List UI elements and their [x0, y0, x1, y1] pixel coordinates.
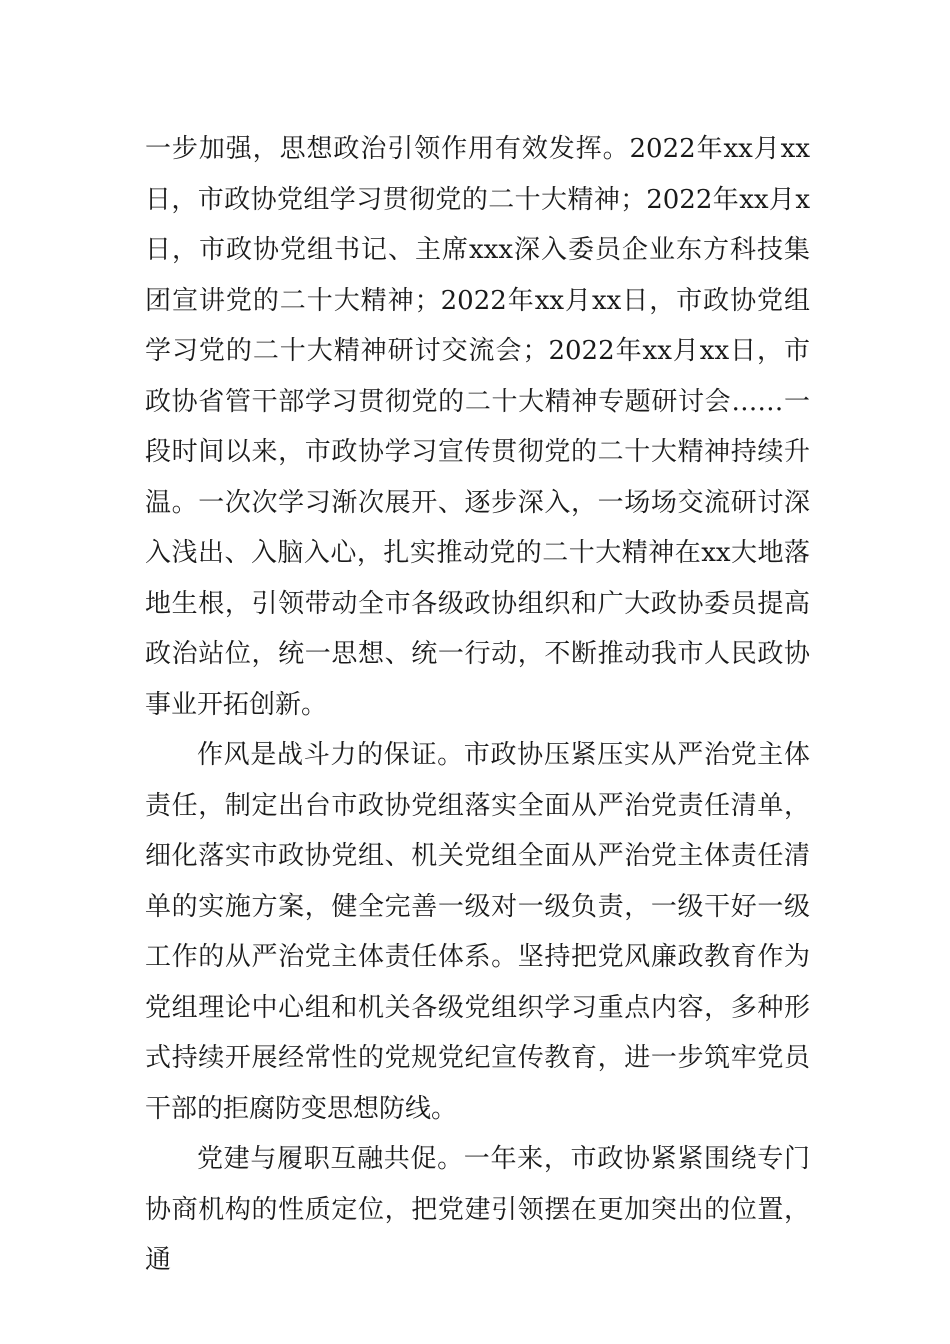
paragraph-party-building: 党建与履职互融共促。一年来，市政协紧紧围绕专门协商机构的性质定位，把党建引领摆在更加突出的位置，通 [145, 1144, 810, 1275]
paragraph-work-style: 作风是战斗力的保证。市政协压紧压实从严治党主体责任，制定出台市政协党组落实全面从严治党责任清单，细化落实市政协党组、机关党组全面从严治党主体责任清单的实施方案，健全完善一级对一级负责，一级干好一级工作的从严治党主体责任体系。坚持把党风廉政教育作为党组理论中心组和机关各级党组织学习重点内容，多种形式持续开展经常性的党规党纪宣传教育，进一步筑牢党员干部的拒腐防变思想防线。 [145, 740, 810, 1124]
paragraph-continuation: 一步加强，思想政治引领作用有效发挥。2022年xx月xx日，市政协党组学习贯彻党的二十大精神；2022年xx月x日，市政协党组书记、主席xxx深入委员企业东方科技集团宣讲党的二十大精神；2022年xx月xx日，市政协党组学习党的二十大精神研讨交流会；2022年xx月xx日，市政协省管干部学习贯彻党的二十大精神专题研讨会……一段时间以来，市政协学习宣传贯彻党的二十大精神持续升温。一次次学习渐次展开、逐步深入，一场场交流研讨深入浅出、入脑入心，扎实推动党的二十大精神在xx大地落地生根，引领带动全市各级政协组织和广大政协委员提高政治站位，统一思想、统一行动，不断推动我市人民政协事业开拓创新。 [145, 134, 810, 720]
document-body [145, 124, 810, 1286]
